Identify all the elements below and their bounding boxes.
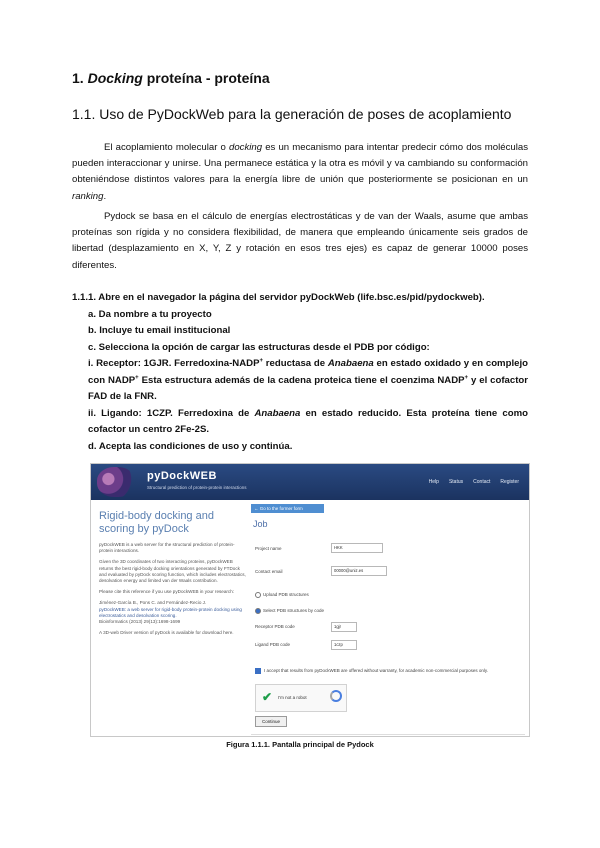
captcha-label: I'm not a robot: [278, 695, 307, 700]
nav-contact[interactable]: Contact: [473, 479, 491, 485]
citation-authors: Jiménez-García B., Pons C. and Fernández-Recio J.: [99, 600, 207, 606]
step-receptor: i. Receptor: 1GJR. Ferredoxina-NADP+ reductasa de Anabaena en estado oxidado y en complejo con NADP+ Esta estructura además de la cadena proteica tiene el coenzima NADP+ y el cofactor FAD de la FNR.: [88, 357, 528, 402]
checkbox-checked-icon[interactable]: [255, 668, 261, 674]
rigid-body-title: Rigid-body docking and scoring by pyDock: [99, 510, 214, 535]
paragraph-pydock-description: Pydock se basa en el cálculo de energías electrostáticas y de van der Waals, asume que ambas proteínas son rígida y no considera flexibilidad, de manera que empleando únicamente seis grados de libertad (desplazamiento en X, Y, Z y rotación en esos tres ejes) es capaz de generar 10000 poses diferentes.: [72, 211, 528, 271]
radio-selected-icon[interactable]: [255, 608, 261, 614]
paragraph-docking-intro: El acoplamiento molecular o docking es un mecanismo para intentar predecir cómo dos moléculas pueden interaccionar y unirse. Una permanece estática y la otra es móvil y va cambiando su conformación obteniéndose distintos valores para la energía libre de unión que posteriormente se posicionan en un ranking.: [72, 142, 528, 202]
nav-register[interactable]: Register: [500, 479, 519, 485]
protein-logo-icon: [97, 467, 135, 497]
step-b: b. Incluye tu email institucional: [88, 325, 231, 336]
upload-option[interactable]: Upload PDB structures: [255, 592, 309, 598]
site-header: [91, 464, 529, 500]
check-icon: ✔: [262, 690, 273, 704]
pdb-code-option[interactable]: Select PDB structures by code: [255, 608, 324, 614]
site-brand[interactable]: pyDockWEB: [147, 470, 217, 482]
email-input[interactable]: 00000@uniz.es: [331, 566, 387, 576]
receptor-label: Receptor PDB code: [255, 624, 295, 629]
step-c: c. Selecciona la opción de cargar las estructuras desde el PDB por código:: [88, 341, 430, 353]
job-title: Job: [253, 519, 268, 529]
step-d: d. Acepta las condiciones de uso y continúa.: [88, 440, 293, 452]
site-tagline: Structural prediction of protein-protein interactions: [147, 485, 247, 490]
section-heading: 1. Docking proteína - proteína: [72, 70, 270, 86]
receptor-input[interactable]: 1gjr: [331, 622, 357, 632]
pydockweb-screenshot: [90, 463, 530, 737]
info-text: Given the 3D coordinates of two interacting proteins, pyDockWEB returns the best rigid-body docking orientations generated by FTDock and evaluated by pyDock scoring function, which includes electrostatics, desolvation energy and limited van der Waals contribution.: [99, 559, 246, 584]
back-button[interactable]: ← Go to the former form: [251, 504, 324, 513]
ligand-label: Ligand PDB code: [255, 642, 291, 647]
step-main: 1.1.1. Abre en el navegador la página del servidor pyDockWeb (life.bsc.es/pid/pydockweb).: [72, 292, 485, 303]
citation-title[interactable]: pyDockWEB: a web server for rigid-body protein-protein docking using electrostatics and desolvation scoring.: [99, 606, 242, 618]
divider: [251, 734, 525, 735]
nav-status[interactable]: Status: [448, 479, 464, 485]
step-a: a. Da nombre a tu proyecto: [88, 308, 212, 320]
citation-journal: Bioinformatics (2013) 29(13):1698-1699: [99, 619, 181, 625]
info-text: Please cite this reference if you use pyDockWEB in your research:: [99, 589, 235, 595]
info-text: pyDockWEB is a web server for the structural prediction of protein-protein interactions.: [99, 542, 235, 554]
info-text: A 3D-web Driver version of pyDock is available for download here.: [99, 630, 234, 636]
terms-checkbox[interactable]: I accept that results from pyDockWEB are offered without warranty, for academic non-commercial purposes only.: [255, 668, 488, 674]
nav-help[interactable]: Help: [428, 479, 439, 485]
email-label: Contact email: [255, 569, 283, 574]
project-input[interactable]: HKK: [331, 543, 383, 553]
instruction-list: [72, 290, 528, 455]
continue-button[interactable]: Continue: [255, 716, 287, 727]
left-info-column: [99, 542, 247, 641]
figure-caption: Figura 1.1.1. Pantalla principal de Pydock: [226, 740, 374, 749]
site-nav: [429, 479, 519, 485]
recaptcha-widget[interactable]: [255, 684, 347, 712]
subsection-heading: 1.1. Uso de PyDockWeb para la generación de poses de acoplamiento: [72, 106, 512, 122]
ligand-input[interactable]: 1czp: [331, 640, 357, 650]
step-ligand: ii. Ligando: 1CZP. Ferredoxina de Anabaena en estado reducido. Esta proteína tiene como cofactor un centro 2Fe-2S.: [88, 407, 528, 435]
radio-icon[interactable]: [255, 592, 261, 598]
recaptcha-logo-icon: [330, 690, 342, 702]
project-label: Project name: [255, 546, 282, 551]
